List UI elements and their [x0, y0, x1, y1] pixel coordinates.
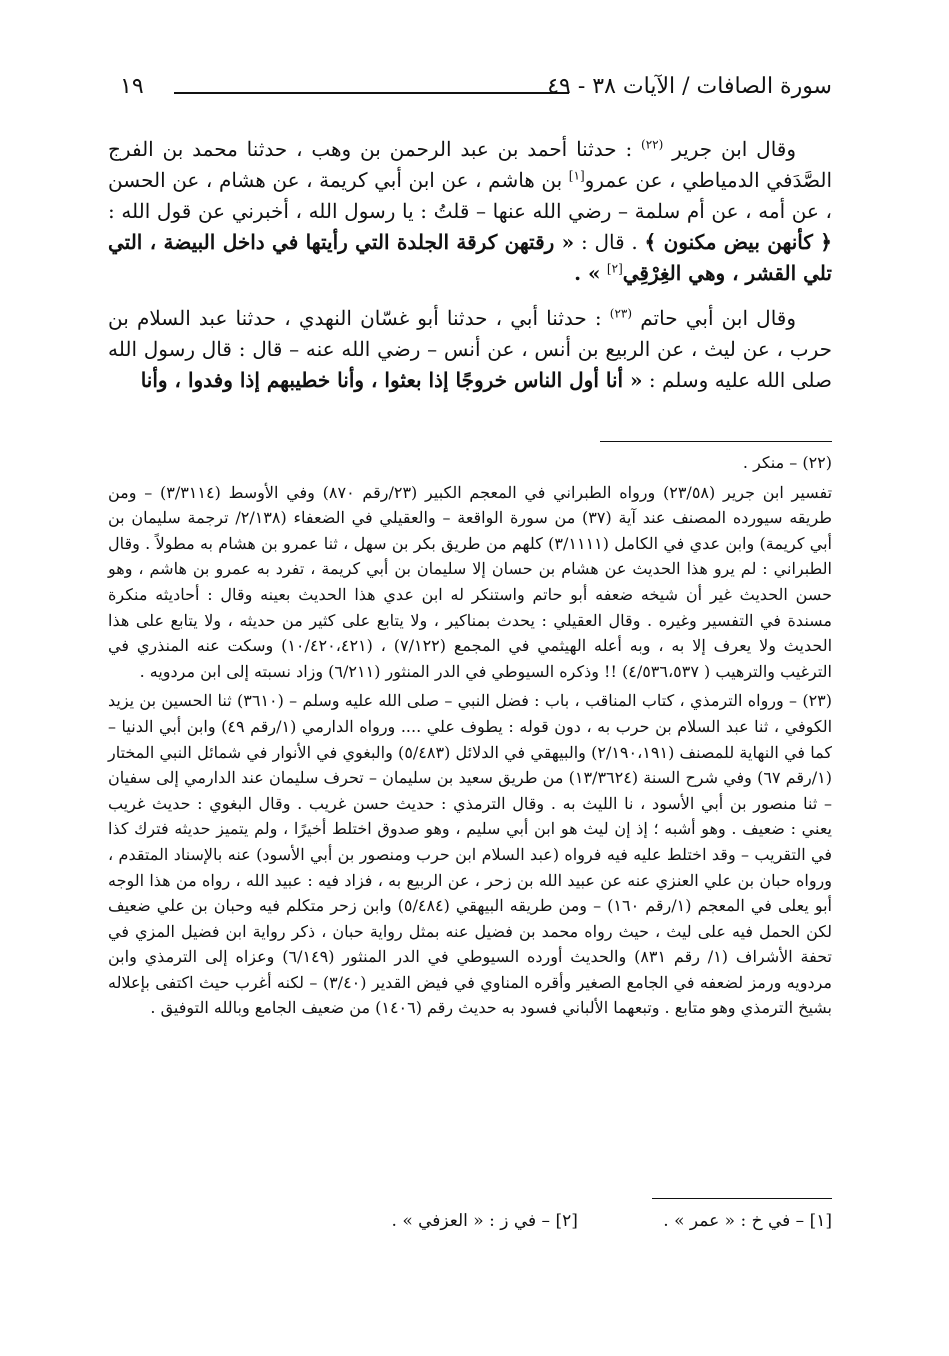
variant-2: [٢] – في ز : « العزفي » . — [391, 1211, 578, 1231]
manuscript-variants — [108, 1208, 832, 1234]
header-rule — [174, 92, 569, 94]
footnote-22-body: تفسير ابن جرير (٢٣/٥٨) ورواه الطبراني في المعجم الكبير (٢٣/رقم ٨٧٠) وفي الأوسط (٣/٣١١٤) – ومن طريقه سيورده المصنف عند آية (٣٧) من سورة الواقعة – والعقيلي في الضعفاء (٢/١٣٨/ ترجمة سليمان بن أبي كريمة) وابن عدي في الكامل (٣/١١١١) كلهم من طريق بكر بن سهل ، ثنا عمرو بن هشام به مطولاً . وقال الطبراني : لم يرو هذا الحديث عن هشام بن حسان إلا سليمان بن أبي كريمة ، تفرد به عمرو بن هاشم ، وهو حسن الحديث غير أن شيخه ضعفه أبو حاتم واستنكر له ابن عدي هذا الحديث بعينه وقال : أحاديثه منكرة مسندة في التفسير وغيره . وقال العقيلي : يحدث بمناكير ، ولا يتابع على كثير من حديثه ، ولا يتابع على هذا الحديث ولا يعرف إلا به ، وبه أعله الهيثمي في المجمع (٧/١٢٢) ، (١٠/٤٢٠،٤٢١) وسكت عنه المنذري في الترغيب والترهيب ( ٤/٥٣٦،٥٣٧) !! وذكره السيوطي في الدر المنثور (٦/٢١١) وزاد نسبته إلى ابن مردويه . — [108, 482, 833, 681]
footnote-ref-22: (٢٢) — [641, 137, 664, 152]
variant-ref-1: [١] — [568, 168, 585, 183]
para1-said: . قال : — [580, 230, 638, 254]
footnote-22-head: (٢٢) – منكر . — [742, 453, 832, 472]
page-number: ١٩ — [120, 74, 144, 99]
page-header — [112, 70, 832, 110]
para2-isnad: : حدثنا أبي ، حدثنا أبو غسّان النهدي ، حدثنا عبد السلام بن حرب ، عن ليث ، عن الربيع بن أنس ، عن أنس – رضي الله عنه – قال : قال رسول الله صلى الله عليه وسلم : — [108, 306, 832, 392]
running-title: سورة الصافات / الآيات ٣٨ - ٤٩ — [547, 74, 832, 99]
main-text — [108, 134, 832, 410]
hadith-close-1: » . — [574, 261, 601, 285]
footnotes — [108, 450, 832, 1025]
para1-isnad-cont: بن هاشم ، عن ابن أبي كريمة ، عن هشام ، عن الحسن ، عن أمه ، عن أم سلمة – رضي الله عنها – قلتُ : يا رسول الله ، أخبرني عن قول الله : — [108, 168, 832, 223]
para1-isnad: : حدثنا أحمد بن عبد الرحمن بن وهب ، حدثنا محمد بن الفرج الصَّدَفي الدمياطي ، عن عمرو — [108, 137, 833, 192]
variant-ref-2: [٢] — [606, 261, 623, 276]
footnote-rule — [600, 441, 832, 442]
para2-intro: وقال ابن أبي حاتم — [640, 306, 797, 330]
hadith-text-2: « أنا أول الناس خروجًا إذا بعثوا ، وأنا خطيبهم إذا وفدوا ، وأنا — [140, 368, 643, 392]
paragraph-ibn-abi-hatim — [108, 303, 832, 396]
paragraph-ibn-jarir — [108, 134, 832, 289]
variant-1: [١] – في خ : « عمر » . — [663, 1211, 832, 1231]
footnote-23: (٢٣) – ورواه الترمذي ، كتاب المناقب ، باب : فضل النبي – صلى الله عليه وسلم – (٣٦١٠) ثنا الحسين بن يزيد الكوفي ، ثنا عبد السلام بن حرب به ، دون قوله : يطوف علي .... ورواه الدارمي (١/رقم ٤٩) وابن أبي الدنيا – كما في النهاية للمصنف (٢/١٩٠،١٩١) والبيهقي في الدلائل (٥/٤٨٣) والبغوي في الأنوار في شمائل النبي المختار (١/رقم ٦٧) وفي شرح السنة (١٣/٣٦٢٤) من طريق سعيد بن سليمان – تحرف سليمان عند الدارمي إلى سفيان – ثنا منصور بن أبي الأسود ، نا الليث به . وقال الترمذي : حديث حسن غريب . وقال البغوي : حديث غريب يعني : ضعيف . وهو أشبه ؛ إذ إن ليث هو ابن أبي سليم ، وهو صدوق اختلط أخيرًا ، ولم يتميز حديثه فترك كذا في التقريب – وقد اختلط عليه فيه فرواه (عبد السلام ابن حرب ومنصور بن أبي الأسود) عنه بالإسناد المتقدم ، ورواه حبان بن علي العنزي عنه عن عبيد الله بن زحر ، عن الربيع به ، فزاد فيه : عبيد الله ، رواه من هذا الوجه أبو يعلى في المعجم (١/رقم ١٦٠) – ومن طريقه البيهقي (٥/٤٨٤) وابن زحر متكلم فيه وحبان بن علي ضعيف لكن الحمل فيه على ليث ، حيث رواه محمد بن فضيل عنه بمثل رواية حبان ، ذكر رواية ابن فضيل المزي في تحفة الأشراف (١/ رقم ٨٣١) والحديث أورده السيوطي في الدر المنثور (٦/١٤٩) وعزاه إلى الترمذي وابن مردويه ورمز لضعفه في الجامع الصغير وأقره المناوي في فيض القدير (٣/٤٠) – لكنه أغرب حيث اكتفى بإعلاله بشيخ الترمذي وهو متابع . وتبعهما الألباني فسود به حديث رقم (١٤٠٦) من ضعيف الجامع وبالله التوفيق . — [108, 691, 833, 1018]
footnote-ref-23: (٢٣) — [609, 306, 633, 321]
hadith-text-1: « رقتهن كرقة الجلدة التي رأيتها في داخل البيضة ، التي تلي القشر ، وهي الغِرْقِي — [108, 230, 832, 285]
para1-intro: وقال ابن جرير — [672, 137, 797, 161]
quran-verse: ﴿ كأنهن بيض مكنون ﴾ — [644, 230, 832, 254]
variants-rule — [652, 1198, 832, 1199]
